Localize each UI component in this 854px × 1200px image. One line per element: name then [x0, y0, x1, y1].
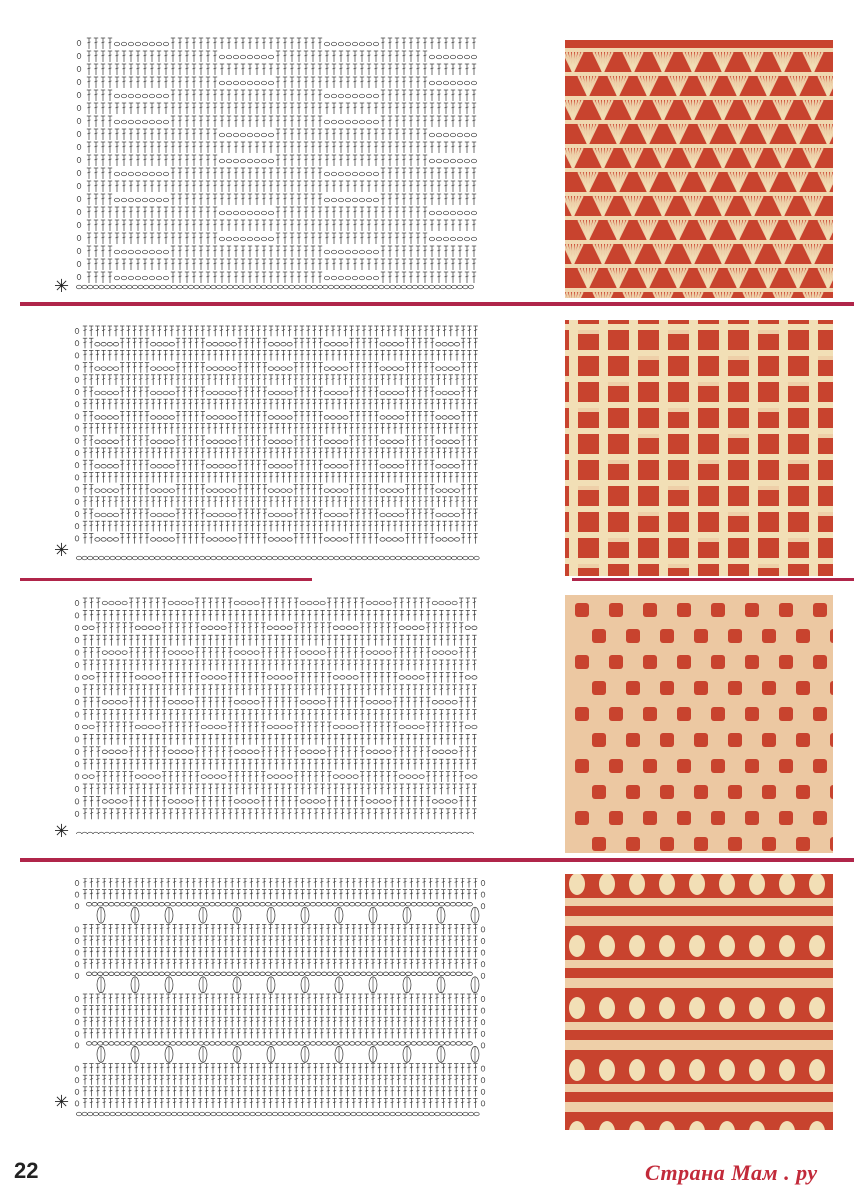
page-number: 22: [14, 1158, 39, 1183]
pattern-section-4: [0, 866, 854, 1136]
crochet-chart-filet-grid: [55, 322, 495, 562]
crochet-chart-fan-stitch: [55, 30, 495, 292]
start-marker-icon: ✳: [54, 821, 70, 842]
site-watermark: Страна Мам . ру: [645, 1160, 818, 1185]
pattern-section-3: [0, 590, 854, 860]
start-marker-icon: ✳: [54, 276, 70, 297]
swatch-photo-grid-mesh: [565, 320, 833, 576]
swatch-photo-staggered-mesh: [565, 595, 833, 853]
crochet-chart-staggered-blocks: [55, 596, 495, 834]
section-divider: [20, 578, 312, 581]
pattern-section-2: [0, 310, 854, 580]
section-divider: [572, 578, 854, 581]
start-marker-icon: ✳: [54, 540, 70, 561]
section-divider: [20, 302, 854, 306]
swatch-photo-fan-lace: [565, 40, 833, 298]
pattern-section-1: [0, 0, 854, 305]
section-divider: [20, 858, 854, 862]
crochet-chart-puff-rows: [55, 878, 495, 1118]
start-marker-icon: ✳: [54, 1092, 70, 1113]
swatch-photo-puff-stripes: [565, 874, 833, 1130]
